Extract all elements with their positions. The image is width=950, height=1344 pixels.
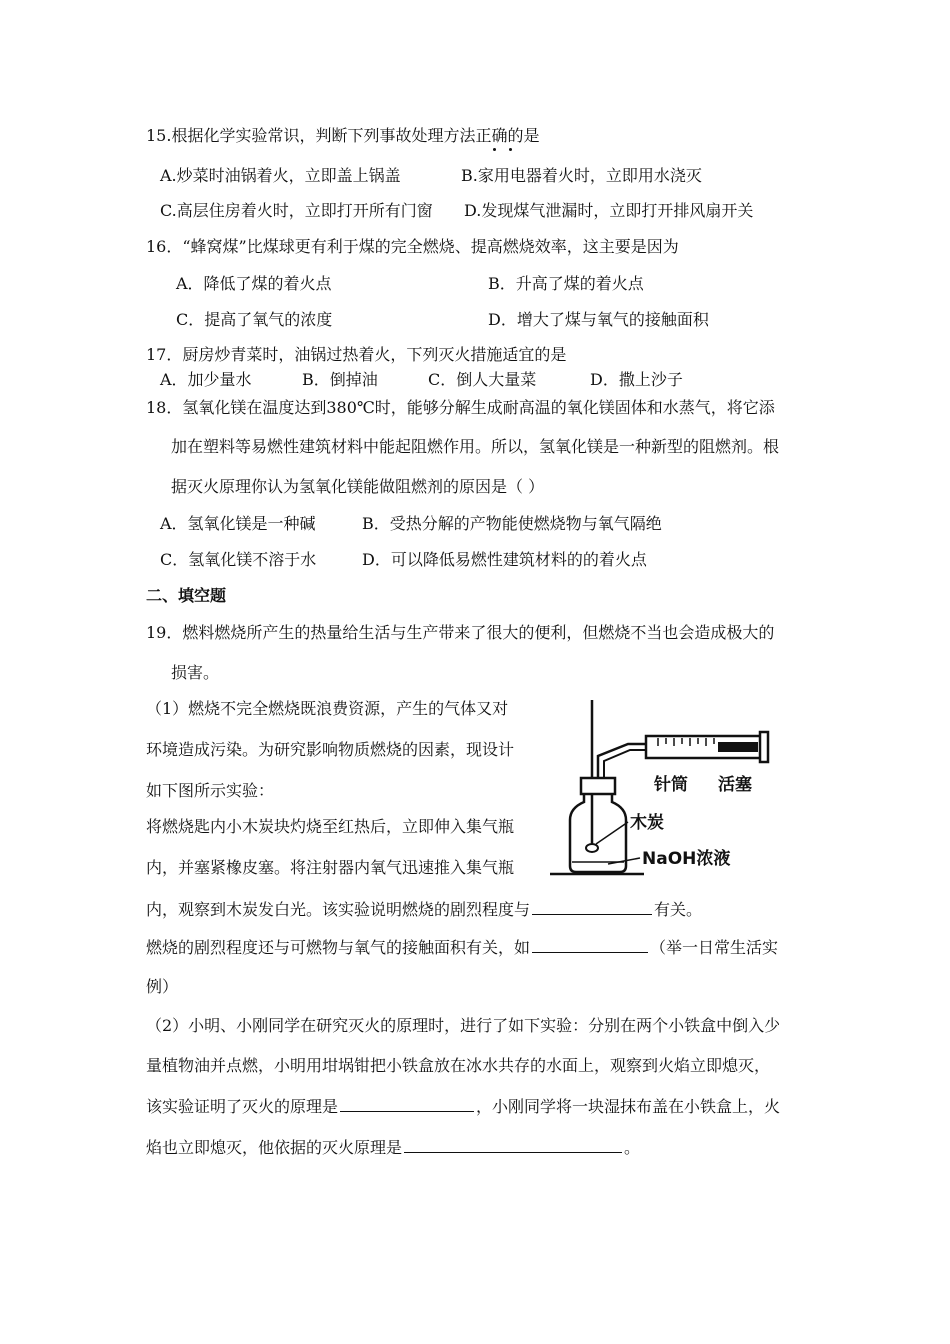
q19-part2-line-4 (146, 1138, 640, 1158)
answer-blank[interactable] (404, 1138, 622, 1153)
q19-part1-line-1: （1）燃烧不完全燃烧既浪费资源，产生的气体又对 (146, 699, 509, 718)
q17-option-d: D．撒上沙子 (590, 370, 683, 389)
charcoal-pointer (596, 822, 628, 844)
q18-line-2: 加在塑料等易燃性建筑材料中能起阻燃作用。所以，氢氧化镁是一种新型的阻燃剂。根 (171, 437, 780, 456)
q19-part1-line-8: 例） (146, 977, 179, 996)
q19-part1-line-7-end: （举一日常生活实 (650, 938, 779, 957)
syringe-plunger (718, 742, 758, 752)
syringe-label: 针筒 (654, 775, 688, 795)
q16-option-a: A．降低了煤的着火点 (176, 274, 332, 293)
q17-option-a: A．加少量水 (160, 370, 252, 389)
solution-label: NaOH浓液 (642, 849, 731, 869)
q16-option-d: D．增大了煤与氧气的接触面积 (488, 310, 709, 329)
q19-part2-line-3-end: ，小刚同学将一块湿抹布盖在小铁盒上，火 (476, 1097, 781, 1116)
q19-part1-line-6 (146, 900, 702, 920)
q19-line-1: 19．燃料燃烧所产生的热量给生活与生产带来了很大的便利，但燃烧不当也会造成极大的 (146, 623, 775, 642)
q19-part2-line-3-text: 该实验证明了灭火的原理是 (146, 1097, 339, 1116)
q18-option-b: B．受热分解的产物能使燃烧物与氧气隔绝 (362, 514, 662, 533)
answer-blank[interactable] (532, 900, 652, 915)
answer-blank[interactable] (340, 1097, 474, 1112)
charcoal-in-spoon (586, 844, 598, 852)
q19-part1-line-6-end: 有关。 (654, 900, 703, 919)
q19-part1-line-2: 环境造成污染。为研究影响物质燃烧的因素，现设计 (146, 740, 515, 759)
rubber-stopper (581, 778, 615, 794)
q16-option-c: C．提高了氧气的浓度 (176, 310, 333, 329)
plunger-label: 活塞 (718, 775, 752, 795)
q18-option-d: D．可以降低易燃性建筑材料的的着火点 (362, 550, 647, 569)
solution-pointer (608, 858, 640, 864)
q15-option-a: A.炒菜时油锅着火，立即盖上锅盖 (160, 166, 401, 185)
answer-blank[interactable] (532, 938, 648, 953)
q15-option-b: B.家用电器着火时，立即用水浇灭 (461, 166, 702, 185)
charcoal-label: 木炭 (630, 813, 664, 833)
q15-option-c: C.高层住房着火时，立即打开所有门窗 (160, 201, 433, 220)
section-title: 二、填空题 (146, 586, 227, 605)
q15-stem: 15.根据化学实验常识，判断下列事故处理方法正确的是 (146, 126, 540, 145)
q19-part1-line-5: 内，并塞紧橡皮塞。将注射器内氧气迅速推入集气瓶 (146, 858, 515, 877)
q19-part1-line-7-text: 燃烧的剧烈程度还与可燃物与氧气的接触面积有关，如 (146, 938, 531, 957)
q16-option-b: B．升高了煤的着火点 (488, 274, 644, 293)
q19-part1-line-4: 将燃烧匙内小木炭块灼烧至红热后，立即伸入集气瓶 (146, 817, 515, 836)
emphasis-dot (509, 148, 512, 151)
gas-collecting-bottle (570, 794, 626, 872)
emphasis-dot (493, 148, 496, 151)
q19-line-2: 损害。 (171, 663, 220, 682)
q18-line-1: 18．氢氧化镁在温度达到380℃时，能够分解生成耐高温的氧化镁固体和水蒸气，将它添 (146, 398, 775, 417)
q15-option-d: D.发现煤气泄漏时，立即打开排风扇开关 (464, 201, 754, 220)
q18-option-a: A．氢氧化镁是一种碱 (160, 514, 316, 533)
q19-part2-line-4-text: 焰也立即熄灭，他依据的灭火原理是 (146, 1138, 403, 1157)
q17-stem: 17．厨房炒青菜时，油锅过热着火，下列灭火措施适宜的是 (146, 345, 567, 364)
q18-line-3: 据灭火原理你认为氢氧化镁能做阻燃剂的原因是（ ） (171, 477, 545, 496)
q19-part2-line-3 (146, 1097, 780, 1117)
q19-part2-line-2: 量植物油并点燃，小明用坩埚钳把小铁盒放在冰水共存的水面上，观察到火焰立即熄灭， (146, 1056, 771, 1075)
q17-option-c: C．倒人大量菜 (428, 370, 537, 389)
q16-stem: 16．“蜂窝煤”比煤球更有利于煤的完全燃烧、提高燃烧效率，这主要是因为 (146, 237, 679, 256)
q18-option-c: C．氢氧化镁不溶于水 (160, 550, 317, 569)
q19-part2-line-4-end: 。 (624, 1138, 641, 1157)
q19-part1-line-7 (146, 938, 778, 958)
q17-option-b: B．倒掉油 (302, 370, 378, 389)
q19-part1-line-3: 如下图所示实验： (146, 781, 275, 800)
q19-part2-line-1: （2）小明、小刚同学在研究灭火的原理时，进行了如下实验：分别在两个小铁盒中倒入少 (146, 1016, 781, 1035)
q19-part1-line-6-text: 内，观察到木炭发白光。该实验说明燃烧的剧烈程度与 (146, 900, 531, 919)
plunger-handle (760, 732, 768, 762)
apparatus-figure (548, 698, 778, 883)
